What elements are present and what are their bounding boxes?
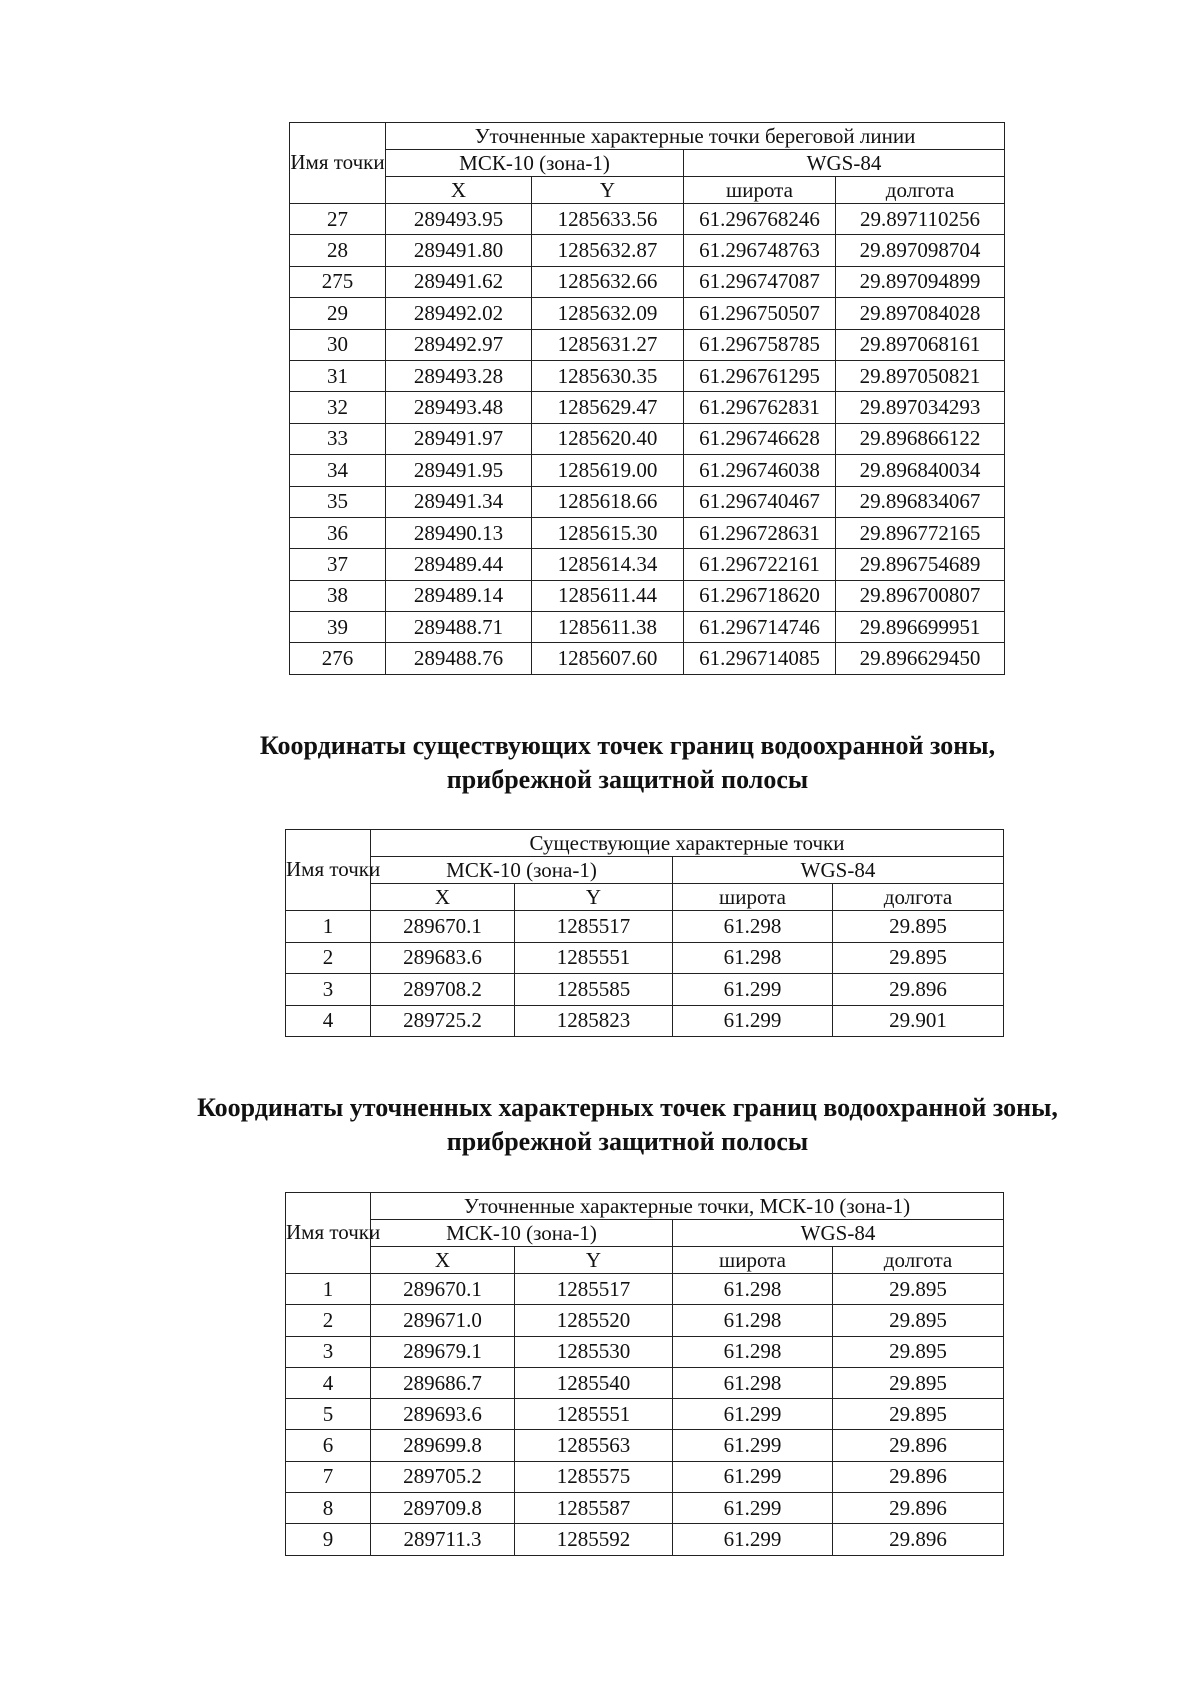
cell-longitude: 29.896629450 bbox=[836, 643, 1005, 674]
cell-latitude: 61.298 bbox=[673, 1305, 833, 1336]
cell-point-name: 38 bbox=[290, 580, 386, 611]
cell-longitude: 29.895 bbox=[833, 942, 1004, 974]
table-row bbox=[286, 1305, 1004, 1336]
column-header-msk: МСК-10 (зона-1) bbox=[371, 1220, 673, 1247]
section-heading-existing-points bbox=[0, 729, 1200, 797]
table-row bbox=[286, 911, 1004, 943]
table-row bbox=[290, 549, 1005, 580]
cell-longitude: 29.895 bbox=[833, 1305, 1004, 1336]
cell-latitude: 61.299 bbox=[673, 1430, 833, 1461]
cell-y: 1285520 bbox=[515, 1305, 673, 1336]
cell-latitude: 61.296761295 bbox=[684, 360, 836, 391]
cell-x: 289492.02 bbox=[386, 298, 532, 329]
cell-point-name: 28 bbox=[290, 235, 386, 266]
heading-line: Координаты уточненных характерных точек границ водоохранной зоны, bbox=[197, 1093, 1058, 1122]
cell-latitude: 61.296758785 bbox=[684, 329, 836, 360]
cell-y: 1285563 bbox=[515, 1430, 673, 1461]
cell-x: 289491.62 bbox=[386, 266, 532, 297]
cell-latitude: 61.299 bbox=[673, 974, 833, 1006]
table-header-row bbox=[286, 857, 1004, 884]
cell-point-name: 34 bbox=[290, 455, 386, 486]
cell-latitude: 61.296762831 bbox=[684, 392, 836, 423]
column-header-x: X bbox=[386, 177, 532, 204]
cell-x: 289493.28 bbox=[386, 360, 532, 391]
cell-point-name: 6 bbox=[286, 1430, 371, 1461]
cell-x: 289489.14 bbox=[386, 580, 532, 611]
cell-latitude: 61.299 bbox=[673, 1493, 833, 1524]
cell-longitude: 29.896699951 bbox=[836, 612, 1005, 643]
cell-longitude: 29.895 bbox=[833, 1274, 1004, 1305]
existing-points-table bbox=[285, 829, 1004, 1037]
cell-y: 1285619.00 bbox=[532, 455, 684, 486]
cell-point-name: 5 bbox=[286, 1399, 371, 1430]
cell-longitude: 29.897034293 bbox=[836, 392, 1005, 423]
cell-point-name: 33 bbox=[290, 423, 386, 454]
cell-latitude: 61.299 bbox=[673, 1399, 833, 1430]
cell-longitude: 29.897098704 bbox=[836, 235, 1005, 266]
column-header-point-name: Имя точки bbox=[286, 830, 371, 911]
cell-point-name: 8 bbox=[286, 1493, 371, 1524]
cell-latitude: 61.296768246 bbox=[684, 204, 836, 235]
table-row bbox=[286, 974, 1004, 1006]
cell-longitude: 29.896 bbox=[833, 1461, 1004, 1492]
cell-x: 289488.76 bbox=[386, 643, 532, 674]
cell-x: 289493.48 bbox=[386, 392, 532, 423]
table-header-row bbox=[290, 123, 1005, 150]
table-row bbox=[290, 423, 1005, 454]
cell-point-name: 4 bbox=[286, 1367, 371, 1398]
cell-point-name: 2 bbox=[286, 1305, 371, 1336]
table-row bbox=[290, 298, 1005, 329]
cell-latitude: 61.296750507 bbox=[684, 298, 836, 329]
cell-point-name: 3 bbox=[286, 974, 371, 1006]
table-row bbox=[286, 1430, 1004, 1461]
cell-x: 289491.80 bbox=[386, 235, 532, 266]
cell-longitude: 29.896 bbox=[833, 1493, 1004, 1524]
cell-longitude: 29.897084028 bbox=[836, 298, 1005, 329]
cell-latitude: 61.299 bbox=[673, 1005, 833, 1037]
cell-x: 289491.34 bbox=[386, 486, 532, 517]
cell-longitude: 29.896 bbox=[833, 1430, 1004, 1461]
cell-x: 289489.44 bbox=[386, 549, 532, 580]
cell-x: 289671.0 bbox=[371, 1305, 515, 1336]
table-row bbox=[286, 1524, 1004, 1555]
cell-y: 1285823 bbox=[515, 1005, 673, 1037]
cell-y: 1285615.30 bbox=[532, 517, 684, 548]
table-row bbox=[290, 235, 1005, 266]
cell-latitude: 61.296714085 bbox=[684, 643, 836, 674]
cell-longitude: 29.896754689 bbox=[836, 549, 1005, 580]
cell-y: 1285551 bbox=[515, 942, 673, 974]
heading-line: прибрежной защитной полосы bbox=[446, 765, 809, 794]
table-row bbox=[290, 204, 1005, 235]
column-header-latitude: широта bbox=[673, 884, 833, 911]
cell-x: 289708.2 bbox=[371, 974, 515, 1006]
cell-y: 1285551 bbox=[515, 1399, 673, 1430]
cell-latitude: 61.296746628 bbox=[684, 423, 836, 454]
cell-longitude: 29.901 bbox=[833, 1005, 1004, 1037]
column-header-wgs: WGS-84 bbox=[684, 150, 1005, 177]
table-body bbox=[286, 1274, 1004, 1556]
cell-x: 289693.6 bbox=[371, 1399, 515, 1430]
cell-point-name: 1 bbox=[286, 1274, 371, 1305]
cell-x: 289705.2 bbox=[371, 1461, 515, 1492]
cell-latitude: 61.298 bbox=[673, 1274, 833, 1305]
table-row bbox=[290, 266, 1005, 297]
cell-point-name: 1 bbox=[286, 911, 371, 943]
cell-longitude: 29.897110256 bbox=[836, 204, 1005, 235]
cell-point-name: 27 bbox=[290, 204, 386, 235]
cell-x: 289493.95 bbox=[386, 204, 532, 235]
shoreline-points-table bbox=[289, 122, 1005, 675]
cell-latitude: 61.296728631 bbox=[684, 517, 836, 548]
cell-latitude: 61.298 bbox=[673, 911, 833, 943]
cell-y: 1285632.09 bbox=[532, 298, 684, 329]
cell-x: 289699.8 bbox=[371, 1430, 515, 1461]
cell-latitude: 61.296722161 bbox=[684, 549, 836, 580]
column-group-header: Существующие характерные точки bbox=[371, 830, 1004, 857]
cell-y: 1285540 bbox=[515, 1367, 673, 1398]
cell-point-name: 37 bbox=[290, 549, 386, 580]
table-row bbox=[290, 329, 1005, 360]
cell-longitude: 29.896772165 bbox=[836, 517, 1005, 548]
refined-points-table bbox=[285, 1192, 1004, 1556]
cell-point-name: 31 bbox=[290, 360, 386, 391]
cell-point-name: 2 bbox=[286, 942, 371, 974]
cell-point-name: 3 bbox=[286, 1336, 371, 1367]
table-row bbox=[290, 580, 1005, 611]
cell-point-name: 276 bbox=[290, 643, 386, 674]
cell-y: 1285585 bbox=[515, 974, 673, 1006]
cell-longitude: 29.895 bbox=[833, 1367, 1004, 1398]
cell-longitude: 29.895 bbox=[833, 1399, 1004, 1430]
cell-point-name: 39 bbox=[290, 612, 386, 643]
cell-longitude: 29.896700807 bbox=[836, 580, 1005, 611]
table-row bbox=[286, 1461, 1004, 1492]
cell-point-name: 9 bbox=[286, 1524, 371, 1555]
table-row bbox=[290, 486, 1005, 517]
cell-y: 1285630.35 bbox=[532, 360, 684, 391]
column-group-header: Уточненные характерные точки береговой линии bbox=[386, 123, 1005, 150]
table-row bbox=[286, 1336, 1004, 1367]
cell-longitude: 29.895 bbox=[833, 911, 1004, 943]
table-row bbox=[290, 517, 1005, 548]
cell-x: 289679.1 bbox=[371, 1336, 515, 1367]
cell-longitude: 29.895 bbox=[833, 1336, 1004, 1367]
cell-longitude: 29.897050821 bbox=[836, 360, 1005, 391]
cell-y: 1285607.60 bbox=[532, 643, 684, 674]
cell-x: 289686.7 bbox=[371, 1367, 515, 1398]
cell-longitude: 29.896834067 bbox=[836, 486, 1005, 517]
heading-line: прибрежной защитной полосы bbox=[446, 1127, 809, 1156]
table-row bbox=[286, 1399, 1004, 1430]
cell-point-name: 4 bbox=[286, 1005, 371, 1037]
cell-x: 289670.1 bbox=[371, 1274, 515, 1305]
cell-x: 289491.97 bbox=[386, 423, 532, 454]
cell-point-name: 35 bbox=[290, 486, 386, 517]
table-row bbox=[286, 1274, 1004, 1305]
cell-latitude: 61.296746038 bbox=[684, 455, 836, 486]
column-group-header: Уточненные характерные точки, МСК-10 (зона-1) bbox=[371, 1193, 1004, 1220]
table-row bbox=[286, 1005, 1004, 1037]
column-header-msk: МСК-10 (зона-1) bbox=[386, 150, 684, 177]
cell-x: 289709.8 bbox=[371, 1493, 515, 1524]
column-header-point-name: Имя точки bbox=[286, 1193, 371, 1274]
cell-x: 289683.6 bbox=[371, 942, 515, 974]
cell-point-name: 32 bbox=[290, 392, 386, 423]
column-header-latitude: широта bbox=[684, 177, 836, 204]
cell-longitude: 29.897094899 bbox=[836, 266, 1005, 297]
cell-longitude: 29.896 bbox=[833, 1524, 1004, 1555]
cell-x: 289711.3 bbox=[371, 1524, 515, 1555]
table-row bbox=[290, 392, 1005, 423]
cell-point-name: 29 bbox=[290, 298, 386, 329]
cell-latitude: 61.296718620 bbox=[684, 580, 836, 611]
cell-x: 289490.13 bbox=[386, 517, 532, 548]
cell-y: 1285614.34 bbox=[532, 549, 684, 580]
column-header-msk: МСК-10 (зона-1) bbox=[371, 857, 673, 884]
column-header-longitude: долгота bbox=[833, 1247, 1004, 1274]
table-header-row bbox=[286, 1220, 1004, 1247]
cell-y: 1285530 bbox=[515, 1336, 673, 1367]
table-header-row bbox=[286, 830, 1004, 857]
cell-longitude: 29.896866122 bbox=[836, 423, 1005, 454]
cell-point-name: 275 bbox=[290, 266, 386, 297]
table-body bbox=[290, 204, 1005, 675]
column-header-y: Y bbox=[515, 1247, 673, 1274]
cell-y: 1285517 bbox=[515, 911, 673, 943]
cell-y: 1285517 bbox=[515, 1274, 673, 1305]
cell-y: 1285620.40 bbox=[532, 423, 684, 454]
table-row bbox=[286, 1367, 1004, 1398]
cell-latitude: 61.296740467 bbox=[684, 486, 836, 517]
table-row bbox=[290, 360, 1005, 391]
table-row bbox=[290, 643, 1005, 674]
cell-y: 1285611.38 bbox=[532, 612, 684, 643]
cell-longitude: 29.896 bbox=[833, 974, 1004, 1006]
cell-latitude: 61.298 bbox=[673, 1367, 833, 1398]
cell-y: 1285611.44 bbox=[532, 580, 684, 611]
column-header-longitude: долгота bbox=[836, 177, 1005, 204]
cell-latitude: 61.299 bbox=[673, 1524, 833, 1555]
table-header-row bbox=[286, 884, 1004, 911]
cell-latitude: 61.299 bbox=[673, 1461, 833, 1492]
cell-latitude: 61.296747087 bbox=[684, 266, 836, 297]
cell-x: 289670.1 bbox=[371, 911, 515, 943]
table-header-row bbox=[286, 1193, 1004, 1220]
column-header-wgs: WGS-84 bbox=[673, 1220, 1004, 1247]
cell-y: 1285631.27 bbox=[532, 329, 684, 360]
cell-x: 289492.97 bbox=[386, 329, 532, 360]
column-header-x: X bbox=[371, 884, 515, 911]
cell-y: 1285618.66 bbox=[532, 486, 684, 517]
cell-latitude: 61.296748763 bbox=[684, 235, 836, 266]
column-header-x: X bbox=[371, 1247, 515, 1274]
column-header-y: Y bbox=[515, 884, 673, 911]
cell-y: 1285587 bbox=[515, 1493, 673, 1524]
table-header-row bbox=[290, 177, 1005, 204]
cell-y: 1285629.47 bbox=[532, 392, 684, 423]
column-header-latitude: широта bbox=[673, 1247, 833, 1274]
cell-y: 1285632.87 bbox=[532, 235, 684, 266]
cell-latitude: 61.298 bbox=[673, 1336, 833, 1367]
table-row bbox=[286, 942, 1004, 974]
table-row bbox=[290, 455, 1005, 486]
cell-x: 289491.95 bbox=[386, 455, 532, 486]
column-header-wgs: WGS-84 bbox=[673, 857, 1004, 884]
table-body bbox=[286, 911, 1004, 1037]
table-row bbox=[286, 1493, 1004, 1524]
table-row bbox=[290, 612, 1005, 643]
cell-x: 289725.2 bbox=[371, 1005, 515, 1037]
cell-latitude: 61.298 bbox=[673, 942, 833, 974]
cell-y: 1285632.66 bbox=[532, 266, 684, 297]
cell-x: 289488.71 bbox=[386, 612, 532, 643]
cell-latitude: 61.296714746 bbox=[684, 612, 836, 643]
column-header-y: Y bbox=[532, 177, 684, 204]
column-header-longitude: долгота bbox=[833, 884, 1004, 911]
heading-line: Координаты существующих точек границ водоохранной зоны, bbox=[259, 731, 996, 760]
column-header-point-name: Имя точки bbox=[290, 123, 386, 204]
cell-point-name: 30 bbox=[290, 329, 386, 360]
table-header-row bbox=[286, 1247, 1004, 1274]
cell-longitude: 29.896840034 bbox=[836, 455, 1005, 486]
table-header-row bbox=[290, 150, 1005, 177]
section-heading-refined-points bbox=[0, 1091, 1200, 1159]
cell-y: 1285633.56 bbox=[532, 204, 684, 235]
cell-longitude: 29.897068161 bbox=[836, 329, 1005, 360]
cell-y: 1285592 bbox=[515, 1524, 673, 1555]
cell-point-name: 7 bbox=[286, 1461, 371, 1492]
cell-point-name: 36 bbox=[290, 517, 386, 548]
cell-y: 1285575 bbox=[515, 1461, 673, 1492]
